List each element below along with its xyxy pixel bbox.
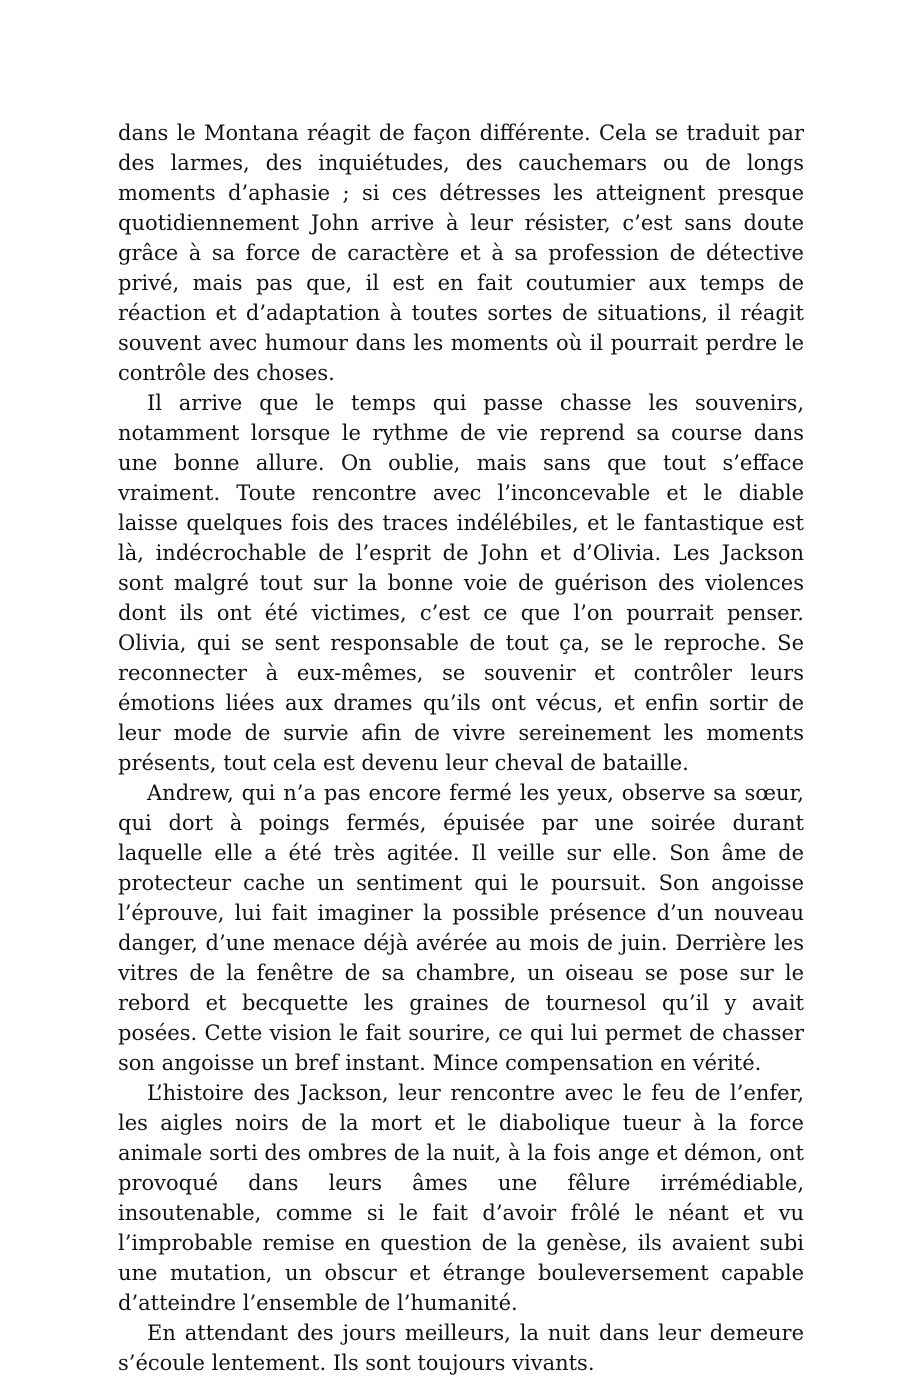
book-page xyxy=(118,118,804,1378)
paragraph-andrew: Andrew, qui n’a pas encore fermé les yeux, observe sa sœur, qui dort à poings fermés, épuisée par une soirée durant laquelle elle a été très agitée. Il veille sur elle. Son âme de protecteur cache un sentiment qui le poursuit. Son angoisse l’éprouve, lui fait imaginer la possible présence d’un nouveau danger, d’une menace déjà avérée au mois de juin. Derrière les vitres de la fenêtre de sa chambre, un oiseau se pose sur le rebord et becquette les graines de tournesol qu’il y avait posées. Cette vision le fait sourire, ce qui lui permet de chasser son angoisse un bref instant. Mince compensation en vérité. xyxy=(118,781,804,1075)
paragraph-jackson-story: L’histoire des Jackson, leur rencontre avec le feu de l’enfer, les aigles noirs de la mort et le diabolique tueur à la force animale sorti des ombres de la nuit, à la fois ange et démon, ont provoqué dans leurs âmes une fêlure irrémédiable, insoutenable, comme si le fait d’avoir frôlé le néant et vu l’improbable remise en question de la genèse, ils avaient subi une mutation, un obscur et étrange bouleversement capable d’atteindre l’ensemble de l’humanité. xyxy=(118,1081,804,1315)
paragraph-memories: Il arrive que le temps qui passe chasse les souvenirs, notamment lorsque le rythme de vie reprend sa course dans une bonne allure. On oublie, mais sans que tout s’efface vraiment. Toute rencontre avec l’inconcevable et le diable laisse quelques fois des traces indélébiles, et le fantastique est là, indécrochable de l’esprit de John et d’Olivia. Les Jackson sont malgré tout sur la bonne voie de guérison des violences dont ils ont été victimes, c’est ce que l’on pourrait penser. Olivia, qui se sent responsable de tout ça, se le reproche. Se reconnecter à eux-mêmes, se souvenir et contrôler leurs émotions liées aux drames qu’ils ont vécus, et enfin sortir de leur mode de survie afin de vivre sereinement les moments présents, tout cela est devenu leur cheval de bataille. xyxy=(118,391,804,775)
paragraph-continuation: dans le Montana réagit de façon différente. Cela se traduit par des larmes, des inquiétudes, des cauchemars ou de longs moments d’aphasie ; si ces détresses les atteignent presque quotidiennement John arrive à leur résister, c’est sans doute grâce à sa force de caractère et à sa profession de détective privé, mais pas que, il est en fait coutumier aux temps de réaction et d’adaptation à toutes sortes de situations, il réagit souvent avec humour dans les moments où il pourrait perdre le contrôle des choses. xyxy=(118,121,804,385)
paragraph-closing: En attendant des jours meilleurs, la nuit dans leur demeure s’écoule lentement. Ils sont toujours vivants. xyxy=(118,1321,804,1375)
